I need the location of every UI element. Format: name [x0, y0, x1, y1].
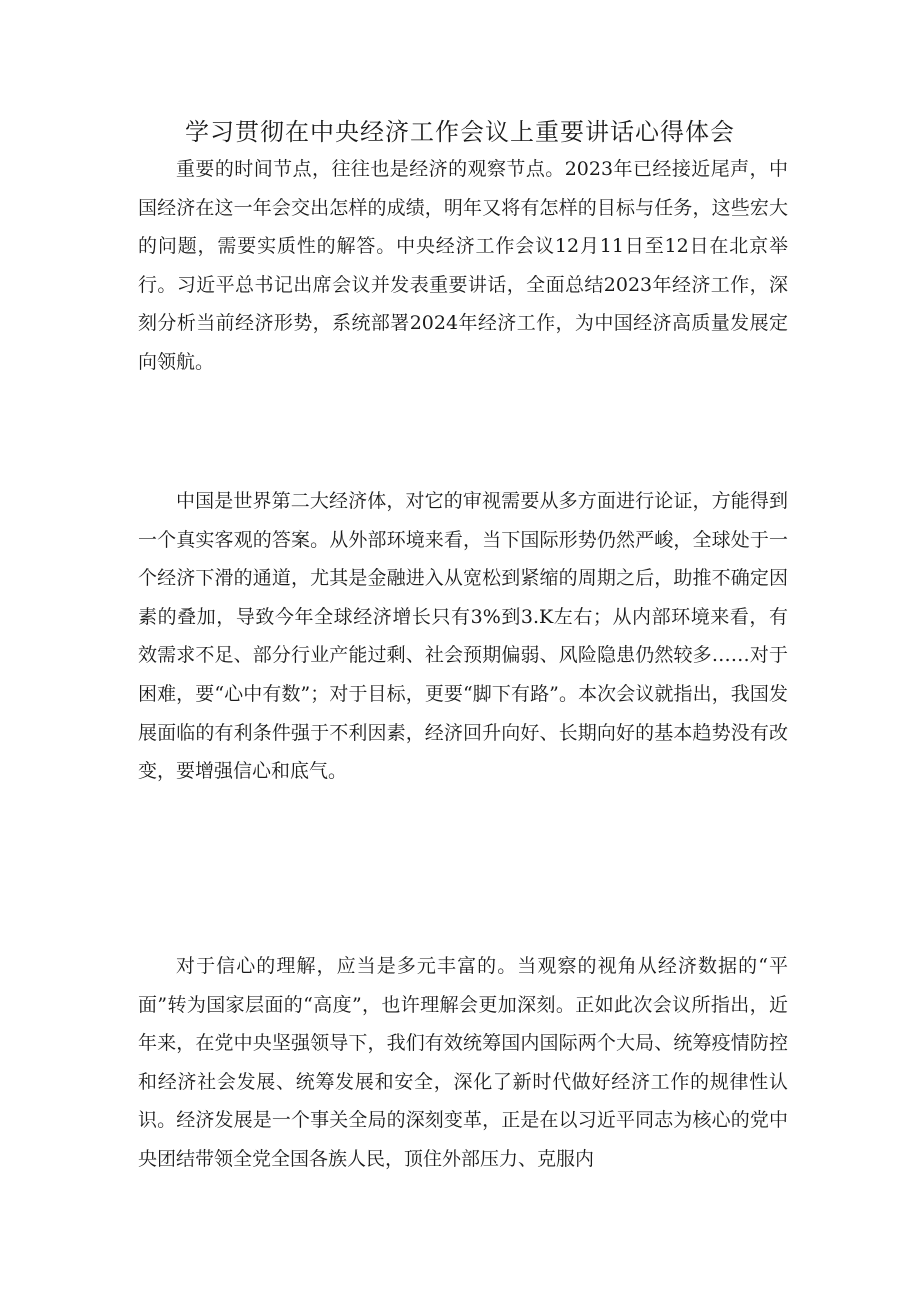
- paragraph-1: 重要的时间节点，往往也是经济的观察节点。2023年已经接近尾声，中国经济在这一年会交出怎样的成绩，明年又将有怎样的目标与任务，这些宏大的问题，需要实质性的解答。中央经济工作会议12月11日至12日在北京举行。习近平总书记出席会议并发表重要讲话，全面总结2023年经济工作，深刻分析当前经济形势，系统部署2024年经济工作，为中国经济高质量发展定向领航。: [138, 158, 788, 373]
- paragraph-2: 中国是世界第二大经济体，对它的审视需要从多方面进行论证，方能得到一个真实客观的答案。从外部环境来看，当下国际形势仍然严峻，全球处于一个经济下滑的通道，尤其是金融进入从宽松到紧缩的周期之后，助推不确定因素的叠加，导致今年全球经济增长只有3%到3.K左右；从内部环境来看，有效需求不足、部分行业产能过剩、社会预期偏弱、风险隐患仍然较多……对于困难，要“心中有数”；对于目标，更要“脚下有路”。本次会议就指出，我国发展面临的有利条件强于不利因素，经济回升向好、长期向好的基本趋势没有改变，要增强信心和底气。: [138, 490, 788, 783]
- document-title: 学习贯彻在中央经济工作会议上重要讲话心得体会: [185, 118, 735, 146]
- paragraph-3: 对于信心的理解，应当是多元丰富的。当观察的视角从经济数据的“平面”转为国家层面的“高度”，也许理解会更加深刻。正如此次会议所指出，近年来，在党中央坚强领导下，我们有效统筹国内国际两个大局、统筹疫情防控和经济社会发展、统筹发展和安全，深化了新时代做好经济工作的规律性认识。经济发展是一个事关全局的深刻变革，正是在以习近平同志为核心的党中央团结带领全党全国各族人民，顶住外部压力、克服内: [138, 955, 788, 1170]
